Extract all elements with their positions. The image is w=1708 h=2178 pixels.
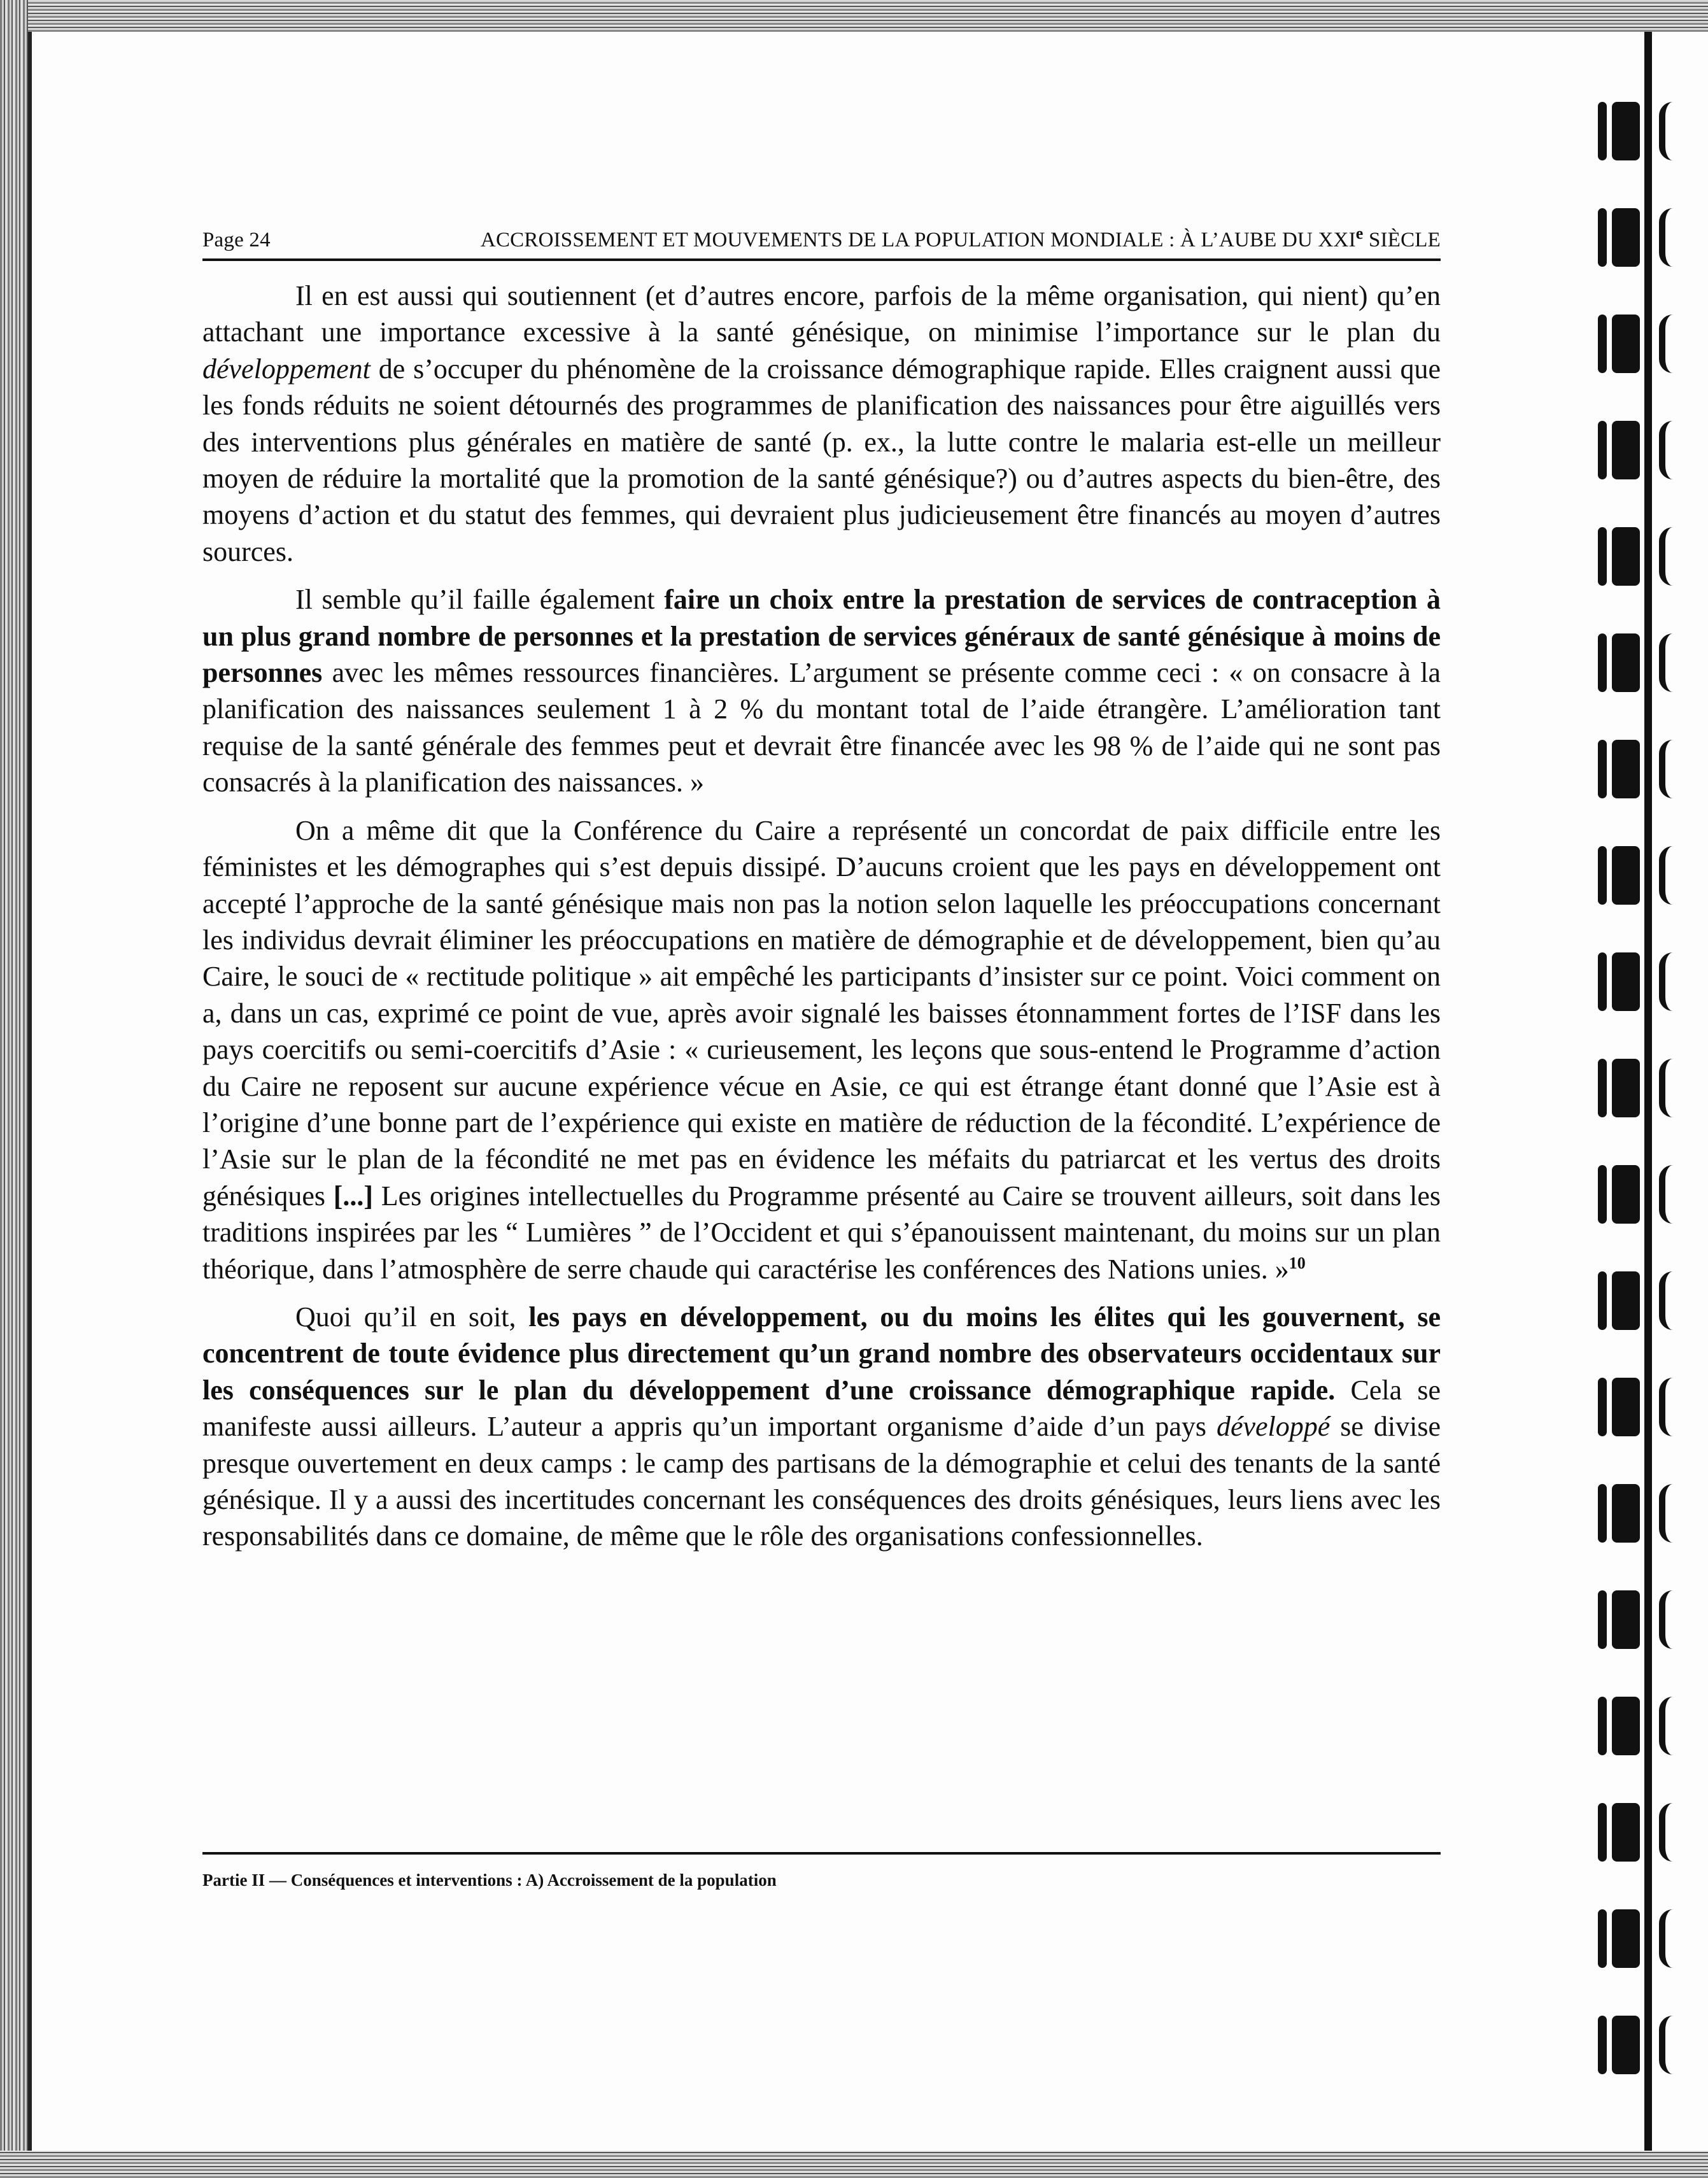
page-number: Page 24: [202, 229, 271, 251]
binding-ring: [1598, 1697, 1681, 1755]
binding-ring: [1598, 421, 1681, 479]
binding-ring: [1598, 846, 1681, 905]
scan-border-left: [0, 0, 28, 2178]
paragraph-3: On a même dit que la Conférence du Caire a représenté un concordat de paix difficile entre les féministes et les démographes qui s’est depuis dissipé. D’aucuns croient que les pays en développement ont accepté l’approche de la santé génésique mais non pas la notion selon laquelle les préoccupations concernant les individus devrait éliminer les préoccupations en matière de démographie et de développement, bien qu’au Caire, le souci de « rectitude politique » ait empêché les participants d’insister sur ce point. Voici comment on a, dans un cas, exprimé ce point de vue, après avoir signalé les baisses étonnamment fortes de l’ISF dans les pays coercitifs ou semi-coercitifs d’Asie : « curieusement, les leçons que sous-entend le Programme d’action du Caire ne reposent sur aucune expérience vécue en Asie, ce qui est étrange étant donné que l’Asie est à l’origine d’une bonne part de l’expérience qui existe en matière de réduction de la fécondité. L’expérience de l’Asie sur le plan de la fécondité ne met pas en évidence les méfaits du patriarcat et les vertus des droits génésiques [...] Les origines intellectuelles du Programme présenté au Caire se trouvent ailleurs, soit dans les traditions inspirées par les “ Lumières ” de l’Occident et qui s’épanouissent maintenant, du moins sur un plan théorique, dans l’atmosphère de serre chaude qui caractérise les conférences des Nations unies. »$^{10}$: [202, 814, 1441, 1285]
binding-ring: [1598, 1165, 1681, 1224]
binding-ring: [1598, 1803, 1681, 1862]
paragraph-4: Quoi qu’il en soit, les pays en développement, ou du moins les élites qui les gouvernent, se concentrent de toute évidence plus directement qu’un grand nombre des observateurs occidentaux sur les conséquences sur le plan du développement d’une croissance démographique rapide. Cela se manifeste aussi ailleurs. L’auteur a appris qu’un important organisme d’aide d’un pays développé se divise presque ouvertement en deux camps : le camp des partisans de la démographie et celui des tenants de la santé génésique. Il y a aussi des incertitudes concernant les conséquences des droits génésiques, leurs liens avec les responsabilités dans ce domaine, de même que le rôle des organisations confessionnelles.: [202, 1301, 1441, 1552]
binding-ring: [1598, 633, 1681, 692]
running-title: ACCROISSEMENT ET MOUVEMENTS DE LA POPULATION MONDIALE : À L’AUBE DU XXIe SIÈCLE: [480, 224, 1441, 251]
footnote-ref: 10: [1288, 1253, 1306, 1272]
binding-ring: [1598, 208, 1681, 267]
scan-border-top: [0, 0, 1708, 32]
binding-ring: [1598, 952, 1681, 1011]
paragraph-1: Il en est aussi qui soutiennent (et d’autres encore, parfois de la même organisation, qui nient) qu’en attachant une importance excessive à la santé génésique, on minimise l’importance sur le plan du développement de s’occuper du phénomène de la croissance démographique rapide. Elles craignent aussi que les fonds réduits ne soient détournés des programmes de planification des naissances pour être aiguillés vers des interventions plus générales en matière de santé (p. ex., la lutte contre le malaria est-elle un meilleur moyen de réduire la mortalité que la promotion de la santé génésique?) ou d’autres aspects du bien-être, des moyens d’action et du statut des femmes, qui devraient plus judicieusement être financés au moyen d’autres sources.: [202, 280, 1441, 567]
binding-ring: [1598, 1484, 1681, 1543]
scan-border-bottom: [0, 2151, 1708, 2178]
binding-ring: [1598, 527, 1681, 586]
binding-ring: [1598, 1378, 1681, 1436]
binding-ring: [1598, 315, 1681, 373]
binding-ring: [1598, 1059, 1681, 1117]
binding-ring: [1598, 102, 1681, 160]
binding-ring: [1598, 1590, 1681, 1649]
binding-ring: [1598, 1909, 1681, 1968]
binding-ring: [1598, 1271, 1681, 1330]
binding-ring: [1598, 740, 1681, 798]
page-footer: Partie II — Conséquences et interventions : A) Accroissement de la population: [202, 1870, 777, 1890]
page-header: [202, 223, 1441, 261]
binding-ring: [1598, 2016, 1681, 2074]
footer-rule: [202, 1852, 1441, 1855]
paragraph-2: Il semble qu’il faille également faire un choix entre la prestation de services de contraception à un plus grand nombre de personnes et la prestation de services généraux de santé génésique à moins de personnes avec les mêmes ressources financières. L’argument se présente comme ceci : « on consacre à la planification des naissances seulement 1 à 2 % du montant total de l’aide étrangère. L’amélioration tant requise de la santé générale des femmes peut et devrait être financée avec les 98 % de l’aide qui ne sont pas consacrés à la planification des naissances. »: [202, 584, 1441, 798]
body-text: [202, 278, 1441, 1566]
